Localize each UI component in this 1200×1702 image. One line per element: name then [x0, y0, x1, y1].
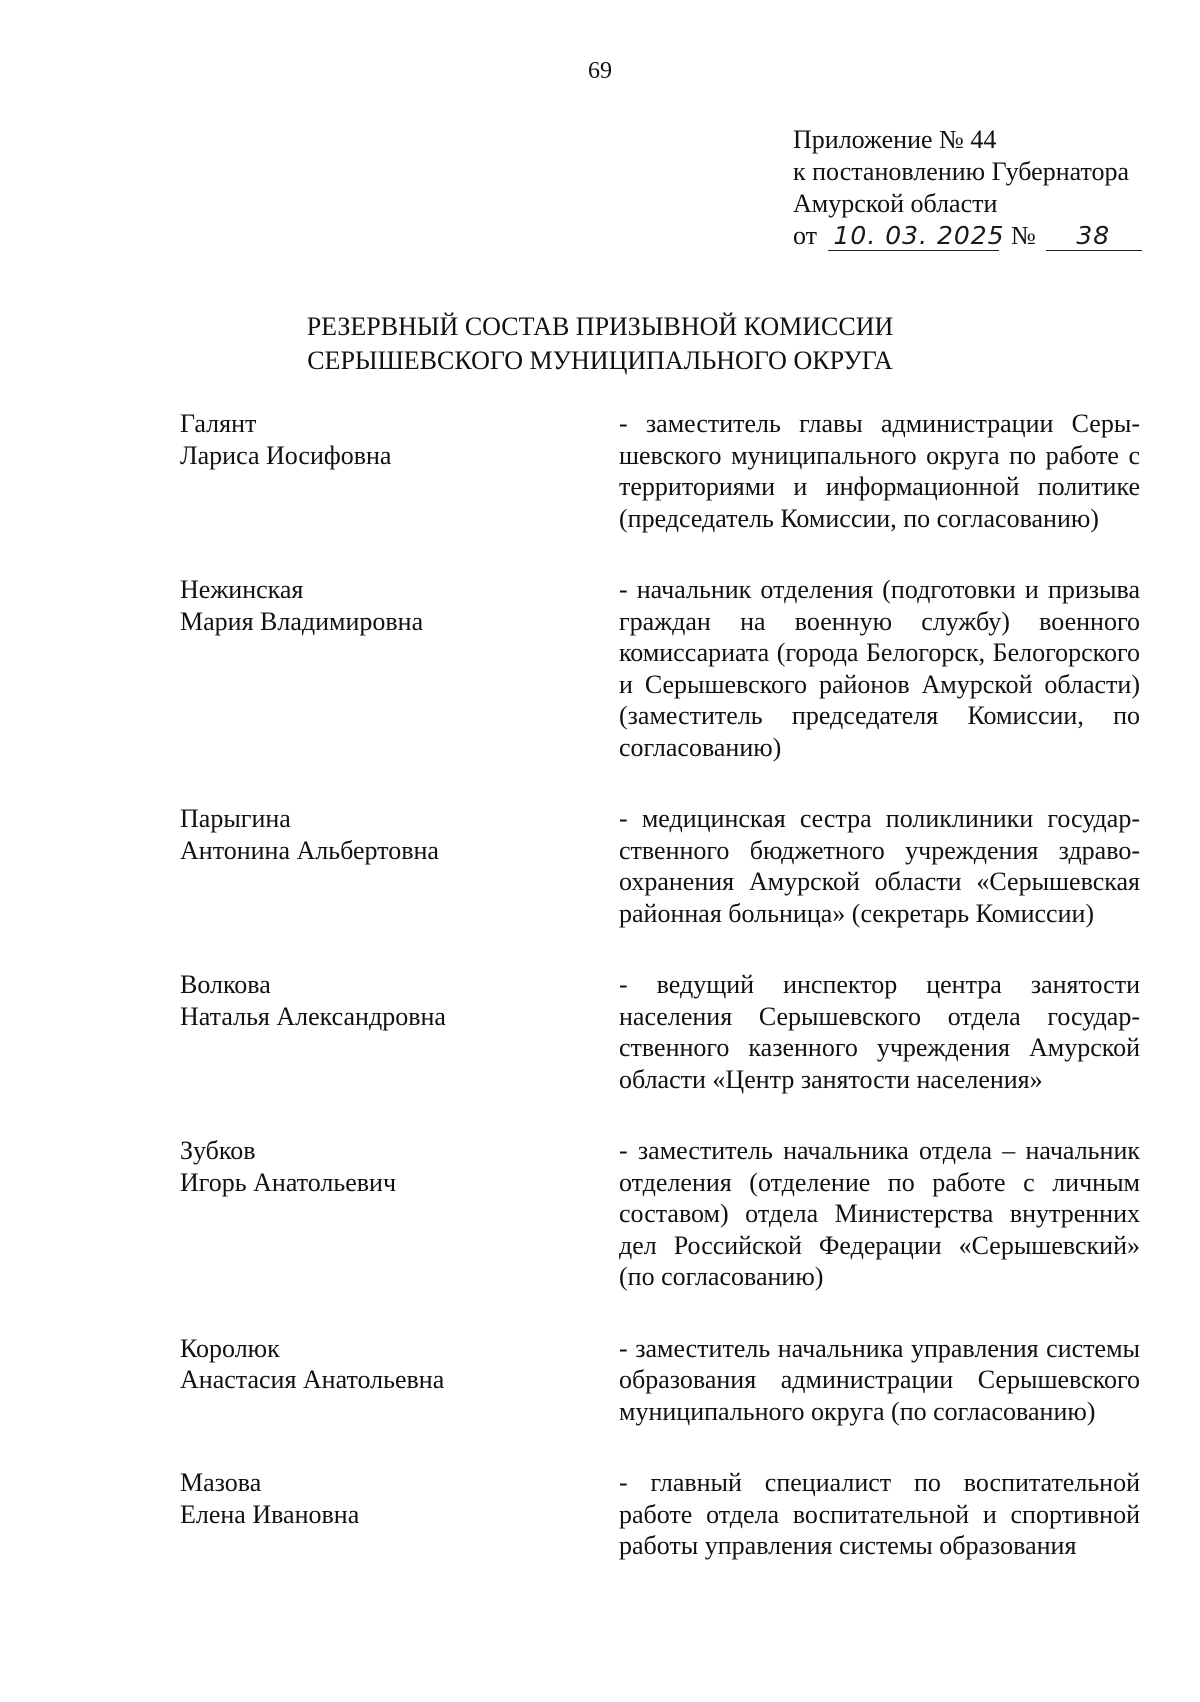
member-role: - заместитель главы администрации Серышевского муниципального округа по работе с территориями и информационной политике (председатель Комиссии, по согласованию): [619, 409, 1140, 533]
appendix-line-2: к постановлению Губернатора: [793, 157, 1130, 186]
member-given-name: Лариса Иосифовна: [180, 440, 392, 470]
member-role: - начальник отделения (подготовки и призыва граждан на военную службу) военного комиссариата (города Белогорск, Белогорского и Серышевского районов Амурской области) (заместитель председателя Комиссии, по согласованию): [619, 575, 1140, 762]
member-surname: Мазова: [180, 1468, 262, 1497]
appendix-line-1: Приложение № 44: [793, 125, 997, 154]
member-given-name: Анастасия Анатольевна: [180, 1365, 445, 1394]
appendix-block: [793, 124, 1148, 252]
member-name: [180, 1467, 600, 1530]
appendix-date-line: [793, 220, 1148, 252]
member-entry: [180, 803, 1140, 929]
member-entry: [180, 1135, 1140, 1293]
member-role: - заместитель начальника отдела – начальник отделения (отделение по работе с личным составом) отдела Министерства внутренних дел Российской Федерации «Серышевский» (по согласованию): [619, 1136, 1140, 1291]
member-entry: [180, 408, 1140, 534]
handwritten-number: 38: [1046, 222, 1142, 251]
document-title: [0, 310, 1200, 378]
member-given-name: Мария Владимировна: [180, 606, 424, 636]
member-role: - ведущий инспектор центра занятости населения Серышевского отдела государственного казенного учреждения Амурской области «Центр занятости населения»: [619, 970, 1140, 1094]
member-role: - медицинская сестра поликлиники государственного бюджетного учреждения здравоохранения Амурской области «Серышевская районная больница» (секретарь Комиссии): [619, 804, 1140, 928]
page-number: 69: [588, 58, 612, 84]
member-given-name: Антонина Альбертовна: [180, 835, 439, 865]
date-prefix: от: [793, 221, 818, 250]
member-surname: Нежинская: [180, 575, 304, 604]
member-name: [180, 408, 600, 471]
title-line-1: РЕЗЕРВНЫЙ СОСТАВ ПРИЗЫВНОЙ КОМИССИИ: [306, 312, 894, 341]
appendix-line-3: Амурской области: [793, 189, 998, 218]
member-name: [180, 969, 600, 1032]
member-entry: [180, 574, 1140, 763]
member-name: [180, 1135, 600, 1198]
member-surname: Галянт: [180, 409, 257, 438]
member-role: - заместитель начальника управления системы образования администрации Серышевского муниципального округа (по согласованию): [619, 1333, 1140, 1426]
member-surname: Волкова: [180, 970, 271, 999]
handwritten-date: 10. 03. 2025: [828, 222, 999, 251]
member-name: [180, 803, 600, 866]
member-surname: Парыгина: [180, 804, 291, 833]
number-label: №: [1011, 221, 1036, 250]
members-list: [180, 408, 1140, 1602]
member-given-name: Игорь Анатольевич: [180, 1167, 397, 1197]
member-role: - главный специалист по воспитательной работе отдела воспитательной и спортивной работы управления системы образования: [619, 1468, 1140, 1560]
member-entry: [180, 1333, 1140, 1428]
member-given-name: Елена Ивановна: [180, 1499, 360, 1529]
member-entry: [180, 1467, 1140, 1562]
member-name: [180, 574, 600, 637]
member-entry: [180, 969, 1140, 1095]
member-given-name: Наталья Александровна: [180, 1001, 446, 1031]
member-name: [180, 1333, 600, 1396]
title-line-2: СЕРЫШЕВСКОГО МУНИЦИПАЛЬНОГО ОКРУГА: [307, 346, 893, 375]
member-surname: Зубков: [180, 1136, 256, 1165]
member-surname: Королюк: [180, 1333, 280, 1363]
